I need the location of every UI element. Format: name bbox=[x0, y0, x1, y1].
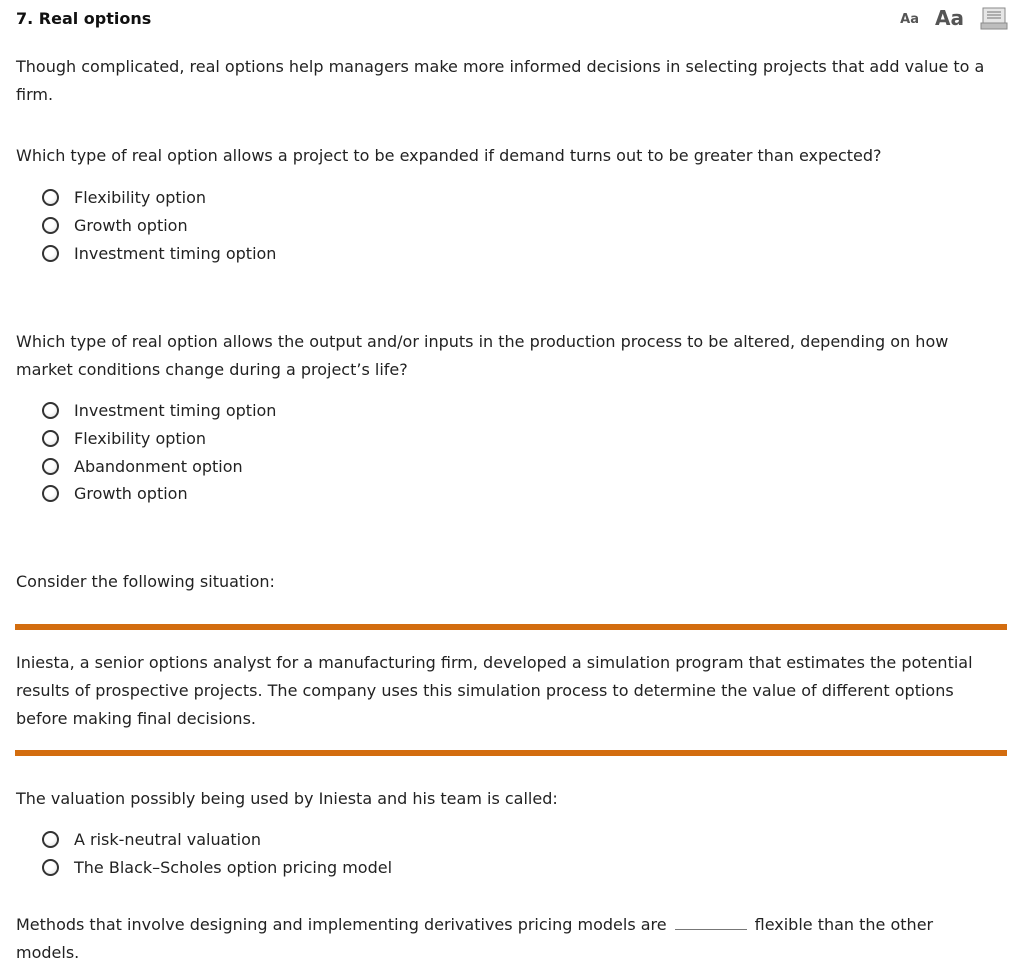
question-3-options bbox=[42, 826, 392, 881]
answer-blank-dropdown[interactable] bbox=[675, 917, 747, 930]
situation-text: Iniesta, a senior options analyst for a manufacturing firm, developed a simulation program that estimates the potential results of prospective projects. The company uses this simulation process to determine the value of different options before making final decisions. bbox=[16, 653, 973, 728]
divider-bottom bbox=[15, 750, 1007, 756]
option-label: Investment timing option bbox=[74, 401, 277, 421]
question-4-before: Methods that involve designing and implementing derivatives pricing models are bbox=[16, 915, 667, 934]
option-investment-timing[interactable] bbox=[42, 397, 276, 425]
question-4-continuation: models. bbox=[16, 943, 80, 962]
radio-button[interactable] bbox=[42, 217, 59, 234]
question-header bbox=[16, 6, 1008, 36]
question-1-text: Which type of real option allows a project to be expanded if demand turns out to be greater than expected? bbox=[16, 146, 882, 165]
question-2-text: Which type of real option allows the output and/or inputs in the production process to be altered, depending on how market conditions change during a project’s life? bbox=[16, 332, 949, 379]
question-3-text: The valuation possibly being used by Iniesta and his team is called: bbox=[16, 789, 558, 808]
radio-button[interactable] bbox=[42, 831, 59, 848]
option-risk-neutral[interactable] bbox=[42, 826, 392, 854]
toolbar bbox=[900, 6, 1008, 30]
option-label: Flexibility option bbox=[74, 188, 207, 208]
option-growth[interactable] bbox=[42, 212, 276, 240]
radio-button[interactable] bbox=[42, 430, 59, 447]
option-label: Investment timing option bbox=[74, 243, 277, 263]
radio-button[interactable] bbox=[42, 189, 59, 206]
radio-button[interactable] bbox=[42, 245, 59, 262]
option-label: Abandonment option bbox=[74, 456, 243, 476]
situation-intro: Consider the following situation: bbox=[16, 572, 275, 591]
divider-top bbox=[15, 624, 1007, 630]
question-1-options bbox=[42, 184, 276, 267]
question-4-text bbox=[16, 911, 996, 967]
question-title: 7. Real options bbox=[16, 9, 152, 28]
option-label: The Black–Scholes option pricing model bbox=[74, 858, 393, 878]
radio-button[interactable] bbox=[42, 485, 59, 502]
font-size-large-button[interactable]: Aa bbox=[935, 6, 964, 30]
option-black-scholes[interactable] bbox=[42, 854, 392, 882]
option-investment-timing[interactable] bbox=[42, 239, 276, 267]
intro-text: Though complicated, real options help managers make more informed decisions in selecting projects that add value to a firm. bbox=[16, 57, 985, 104]
option-flexibility[interactable] bbox=[42, 184, 276, 212]
print-icon[interactable] bbox=[980, 6, 1008, 30]
question-4-after: flexible than the other bbox=[754, 915, 934, 934]
option-growth[interactable] bbox=[42, 480, 276, 508]
radio-button[interactable] bbox=[42, 402, 59, 419]
option-label: Growth option bbox=[74, 216, 188, 236]
option-flexibility[interactable] bbox=[42, 425, 276, 453]
font-size-small-button[interactable]: Aa bbox=[900, 12, 920, 27]
option-label: A risk-neutral valuation bbox=[74, 830, 262, 850]
option-abandonment[interactable] bbox=[42, 452, 276, 480]
option-label: Growth option bbox=[74, 484, 188, 504]
radio-button[interactable] bbox=[42, 859, 59, 876]
option-label: Flexibility option bbox=[74, 429, 207, 449]
question-2-options bbox=[42, 397, 276, 508]
radio-button[interactable] bbox=[42, 458, 59, 475]
